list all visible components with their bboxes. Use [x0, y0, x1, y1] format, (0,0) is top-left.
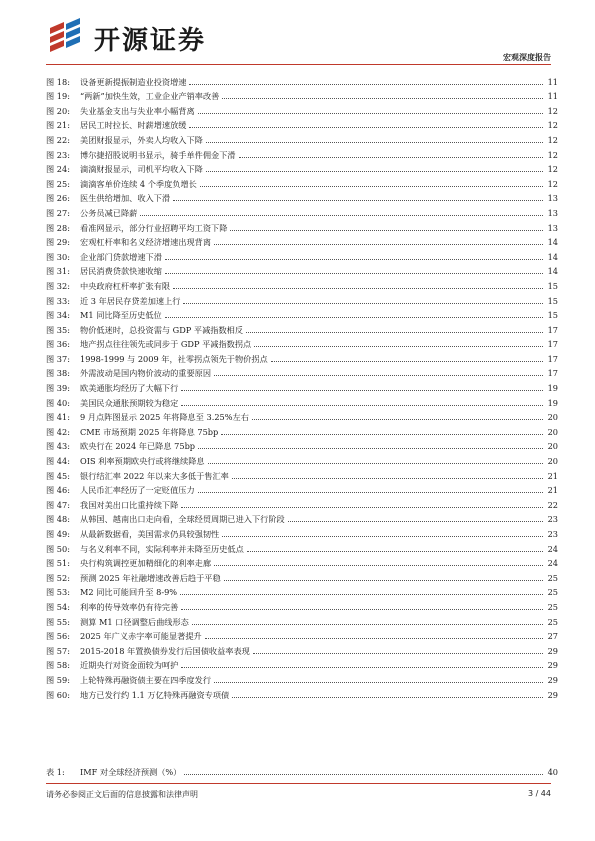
toc-entry[interactable]: [46, 101, 558, 116]
toc-entry[interactable]: [46, 87, 558, 102]
toc-leader-dots: [181, 667, 543, 668]
toc-entry-page: 12: [547, 105, 558, 116]
toc-entry[interactable]: [46, 762, 558, 777]
toc-entry-page: 11: [547, 91, 558, 102]
toc-entry-title: 失业基金支出与失业率小幅背离: [80, 105, 195, 116]
toc-entry-title: 利率的传导效率仍有待完善: [80, 601, 179, 612]
toc-entry-label: 图 44:: [46, 456, 70, 467]
toc-entry-label: 图 37:: [46, 353, 70, 364]
toc-entry-title: 看准网显示，部分行业招聘平均工资下降: [80, 222, 228, 233]
toc-leader-dots: [180, 594, 543, 595]
toc-leader-dots: [222, 98, 543, 99]
toc-leader-dots: [224, 580, 543, 581]
toc-entry-title: “两新”加快生效，工业企业产销率改善: [80, 91, 220, 102]
toc-entry-page: 29: [547, 645, 558, 656]
toc-entry-page: 11: [547, 76, 558, 87]
toc-leader-dots: [252, 419, 543, 420]
toc-entry-label: 图 39:: [46, 383, 70, 394]
toc-leader-dots: [214, 565, 543, 566]
toc-entry-label: 图 34:: [46, 310, 70, 321]
toc-entry-page: 23: [547, 529, 558, 539]
toc-entry-title: 从韩国、越南出口走向看，全球经贸周期已进入下行阶段: [80, 514, 285, 525]
toc-entry[interactable]: [46, 495, 558, 510]
toc-entry-label: 图 52:: [46, 572, 70, 583]
toc-entry[interactable]: [46, 510, 558, 525]
toc-entry-page: 21: [547, 470, 558, 481]
toc-entry-label: 图 19:: [46, 91, 70, 102]
toc-entry-title: 公务员减已降薪: [80, 207, 138, 218]
toc-entry-label: 图 35:: [46, 324, 70, 335]
toc-entry-page: 27: [547, 631, 558, 642]
page-number: 3 / 44: [527, 789, 551, 798]
toc-entry-label: 图 58:: [46, 660, 70, 671]
toc-entry-label: 图 20:: [46, 105, 70, 116]
toc-entry-title: 设备更新提振制造业投资增速: [80, 76, 187, 87]
toc-entry-title: 2025 年广义赤字率可能显著提升: [80, 631, 202, 642]
toc-entry-label: 图 21:: [46, 120, 70, 131]
toc-entry-page: 19: [547, 397, 558, 408]
toc-entry-page: 29: [547, 674, 558, 685]
toc-entry-title: CME 市场预期 2025 年将降息 75bp: [80, 426, 219, 437]
toc-entry[interactable]: [46, 641, 558, 656]
toc-leader-dots: [184, 774, 543, 775]
toc-entry-page: 14: [547, 237, 558, 248]
toc-entry[interactable]: [46, 160, 558, 175]
toc-entry-title: 欧央行在 2024 年已降息 75bp: [80, 441, 196, 452]
toc-entry-label: 图 40:: [46, 397, 70, 408]
toc-leader-dots: [206, 142, 543, 143]
toc-entry-label: 图 38:: [46, 368, 70, 379]
toc-entry-page: 12: [547, 120, 558, 131]
toc-entry-label: 图 48:: [46, 514, 70, 525]
toc-entry-page: 19: [547, 383, 558, 394]
toc-entry-title: 近期央行对资金面较为呵护: [80, 660, 179, 671]
toc-entry-page: 17: [547, 339, 558, 350]
toc-entry-title: 与名义利率不同，实际利率并未降至历史低点: [80, 543, 244, 554]
toc-entry-title: IMF 对全球经济预测（%）: [80, 766, 182, 777]
toc-entry-title: M1 同比降至历史低位: [80, 310, 162, 321]
toc-entry-page: 17: [547, 324, 558, 335]
toc-entry[interactable]: [46, 203, 558, 218]
toc-entry[interactable]: [46, 364, 558, 379]
toc-entry-page: 40: [547, 766, 558, 777]
toc-entry-title: 居民工时拉长、时薪增速放缓: [80, 120, 187, 131]
toc-entry-label: 图 49:: [46, 529, 70, 539]
toc-leader-dots: [189, 127, 543, 128]
toc-entry-page: 17: [547, 353, 558, 364]
toc-entry-title: 地产拐点往往领先或同步于 GDP 平减指数拐点: [80, 339, 252, 350]
toc-entry-page: 15: [547, 280, 558, 291]
toc-entry[interactable]: [46, 378, 558, 393]
toc-entry[interactable]: [46, 422, 558, 437]
toc-leader-dots: [206, 171, 543, 172]
toc-entry-page: 20: [547, 441, 558, 452]
toc-leader-dots: [192, 624, 543, 625]
toc-entry[interactable]: [46, 116, 558, 131]
toc-entry-title: 物价低迷时，总投资需与 GDP 平减指数相反: [80, 324, 244, 335]
toc-entry-title: 地方已发行约 1.1 万亿特殊再融资专项债: [80, 689, 230, 700]
toc-leader-dots: [222, 536, 543, 537]
toc-leader-dots: [198, 492, 543, 493]
toc-entry-title: 2015-2018 年置换债券发行后国债收益率表现: [80, 645, 250, 656]
toc-entry-page: 24: [547, 558, 558, 569]
toc-entry-page: 13: [547, 207, 558, 218]
toc-leader-dots: [181, 507, 543, 508]
toc-entry[interactable]: [46, 233, 558, 248]
toc-leader-dots: [214, 375, 543, 376]
toc-entry[interactable]: [46, 451, 558, 466]
toc-leader-dots: [247, 551, 543, 552]
toc-entry-title: 美国民众通胀预期较为稳定: [80, 397, 179, 408]
toc-entry-page: 14: [547, 266, 558, 277]
toc-entry-title: 美团财报显示，外卖人均收入下降: [80, 134, 203, 145]
toc-entry-title: 9 月点阵图显示 2025 年将降息至 3.25%左右: [80, 412, 249, 423]
toc-entry-label: 图 60:: [46, 689, 70, 700]
toc-entry[interactable]: [46, 539, 558, 554]
toc-entry-title: 近 3 年居民存贷差加速上行: [80, 295, 181, 306]
toc-entry[interactable]: [46, 554, 558, 569]
brand-logo: [46, 18, 206, 58]
toc-entry-page: 20: [547, 456, 558, 467]
toc-entry-label: 图 54:: [46, 601, 70, 612]
toc-entry-label: 图 43:: [46, 441, 70, 452]
toc-entry-label: 图 50:: [46, 543, 70, 554]
toc-leader-dots: [181, 390, 543, 391]
toc-entry-label: 图 57:: [46, 645, 70, 656]
toc-entry[interactable]: [46, 276, 558, 291]
toc-leader-dots: [165, 273, 543, 274]
toc-leader-dots: [173, 288, 543, 289]
toc-entry-title: OIS 利率预期欧央行或将继续降息: [80, 456, 205, 467]
toc-leader-dots: [271, 361, 543, 362]
toc-entry[interactable]: [46, 189, 558, 204]
toc-entry[interactable]: [46, 437, 558, 452]
toc-entry-title: 测算 M1 口径调整后曲线形态: [80, 616, 189, 627]
toc-entry-page: 25: [547, 601, 558, 612]
toc-entry-page: 25: [547, 587, 558, 598]
toc-entry[interactable]: [46, 130, 558, 145]
toc-entry-page: 15: [547, 295, 558, 306]
toc-entry[interactable]: [46, 408, 558, 423]
toc-entry-title: 银行结汇率 2022 年以来大多低于售汇率: [80, 470, 229, 481]
toc-entry-label: 图 24:: [46, 164, 70, 175]
toc-entry-label: 图 27:: [46, 207, 70, 218]
toc-entry-page: 29: [547, 660, 558, 671]
toc-entry[interactable]: [46, 597, 558, 612]
toc-leader-dots: [221, 434, 543, 435]
toc-leader-dots: [214, 682, 543, 683]
toc-entry-page: 14: [547, 251, 558, 262]
toc-entry-label: 图 59:: [46, 674, 70, 685]
toc-entry-label: 图 45:: [46, 470, 70, 481]
header-divider: [46, 64, 551, 65]
toc-entry-label: 表 1:: [46, 766, 65, 777]
toc-entry-label: 图 31:: [46, 266, 70, 277]
footer-disclaimer: 请务必参阅正文后面的信息披露和法律声明: [46, 790, 198, 799]
toc-entry[interactable]: [46, 656, 558, 671]
toc-leader-dots: [288, 521, 543, 522]
toc-entry-title: 我国对美出口比重持续下降: [80, 499, 179, 510]
toc-entry[interactable]: [46, 174, 558, 189]
toc-entry-page: 23: [547, 514, 558, 525]
toc-entry-title: 1998-1999 与 2009 年，社零拐点领先于物价拐点: [80, 353, 268, 364]
toc-entry[interactable]: [46, 218, 558, 233]
footer-divider: [46, 783, 551, 784]
toc-entry-label: 图 23:: [46, 149, 70, 160]
toc-entry[interactable]: [46, 335, 558, 350]
toc-entry[interactable]: [46, 627, 558, 642]
toc-entry-page: 12: [547, 164, 558, 175]
toc-entry-title: 上轮特殊再融资债主要在四季度发行: [80, 674, 212, 685]
toc-entry-label: 图 41:: [46, 412, 70, 423]
toc-leader-dots: [246, 332, 543, 333]
toc-leader-dots: [239, 157, 543, 158]
logo-mark-icon: [46, 18, 86, 58]
toc-entry[interactable]: [46, 320, 558, 335]
toc-entry-title: 人民币汇率经历了一定贬值压力: [80, 485, 195, 496]
toc-leader-dots: [189, 84, 543, 85]
toc-leader-dots: [140, 215, 543, 216]
toc-entry-page: 21: [547, 485, 558, 496]
toc-entry[interactable]: [46, 685, 558, 700]
toc-leader-dots: [200, 186, 543, 187]
toc-entry-label: 图 29:: [46, 237, 70, 248]
toc-entry-label: 图 55:: [46, 616, 70, 627]
toc-entry-title: 宏观杠杆率和名义经济增速出现背离: [80, 237, 212, 248]
toc-leader-dots: [214, 244, 543, 245]
toc-entry-title: 企业部门贷款增速下滑: [80, 251, 162, 262]
toc-entry-page: 13: [547, 222, 558, 233]
toc-leader-dots: [232, 478, 543, 479]
toc-entry-label: 图 47:: [46, 499, 70, 510]
toc-leader-dots: [254, 346, 543, 347]
toc-entry-page: 13: [547, 193, 558, 204]
figure-list: [46, 72, 558, 700]
toc-entry-page: 25: [547, 572, 558, 583]
toc-leader-dots: [232, 697, 543, 698]
toc-entry-page: 12: [547, 149, 558, 160]
toc-leader-dots: [173, 200, 543, 201]
toc-entry[interactable]: [46, 349, 558, 364]
toc-entry-label: 图 22:: [46, 134, 70, 145]
toc-entry[interactable]: [46, 524, 558, 539]
toc-entry-page: 20: [547, 412, 558, 423]
toc-leader-dots: [198, 113, 543, 114]
toc-entry[interactable]: [46, 481, 558, 496]
toc-entry-label: 图 36:: [46, 339, 70, 350]
toc-leader-dots: [181, 405, 543, 406]
toc-entry-page: 25: [547, 616, 558, 627]
toc-entry-title: M2 同比可能回升至 8-9%: [80, 587, 178, 598]
report-type: 宏观深度报告: [503, 53, 551, 62]
toc-entry-label: 图 25:: [46, 178, 70, 189]
toc-entry-label: 图 30:: [46, 251, 70, 262]
toc-entry-label: 图 18:: [46, 76, 70, 87]
toc-entry-page: 12: [547, 134, 558, 145]
toc-entry[interactable]: [46, 262, 558, 277]
toc-entry-page: 29: [547, 689, 558, 700]
toc-entry-title: 滴滴客单价连续 4 个季度负增长: [80, 178, 197, 189]
toc-leader-dots: [183, 303, 543, 304]
toc-entry-title: 外需波动是国内物价波动的重要原因: [80, 368, 212, 379]
toc-entry-title: 央行构筑调控更加精细化的利率走廊: [80, 558, 212, 569]
toc-entry-title: 医生供给增加、收入下滑: [80, 193, 171, 204]
toc-entry-title: 居民消费贷款快速收缩: [80, 266, 162, 277]
toc-entry-page: 15: [547, 310, 558, 321]
toc-entry-page: 17: [547, 368, 558, 379]
toc-entry-label: 图 28:: [46, 222, 70, 233]
toc-leader-dots: [205, 638, 543, 639]
toc-entry[interactable]: [46, 145, 558, 160]
toc-entry-page: 20: [547, 426, 558, 437]
toc-entry[interactable]: [46, 72, 558, 87]
toc-entry[interactable]: [46, 466, 558, 481]
toc-entry-title: 中央政府杠杆率扩张有限: [80, 280, 171, 291]
toc-entry-title: 博尔捷招股说明书显示，骑手单件佣金下滑: [80, 149, 236, 160]
toc-entry[interactable]: [46, 612, 558, 627]
toc-entry[interactable]: [46, 247, 558, 262]
toc-entry-label: 图 53:: [46, 587, 70, 598]
toc-entry-title: 从最新数据看，美国需求仍具较强韧性: [80, 529, 220, 539]
table-list: [46, 762, 558, 777]
toc-entry[interactable]: [46, 393, 558, 408]
toc-entry-label: 图 46:: [46, 485, 70, 496]
toc-entry-page: 22: [547, 499, 558, 510]
toc-entry-label: 图 33:: [46, 295, 70, 306]
toc-entry-label: 图 51:: [46, 558, 70, 569]
toc-leader-dots: [198, 448, 543, 449]
toc-leader-dots: [230, 230, 543, 231]
toc-leader-dots: [181, 609, 543, 610]
toc-leader-dots: [165, 259, 543, 260]
toc-entry-label: 图 32:: [46, 280, 70, 291]
logo-text: 开源证券: [94, 25, 207, 56]
toc-entry-title: 欧美通胀均经历了大幅下行: [80, 383, 179, 394]
toc-leader-dots: [208, 463, 543, 464]
toc-entry-label: 图 26:: [46, 193, 70, 204]
toc-entry-title: 滴滴财报显示，司机平均收入下降: [80, 164, 203, 175]
toc-entry-title: 预测 2025 年社融增速改善后趋于平稳: [80, 572, 221, 583]
toc-leader-dots: [253, 653, 543, 654]
toc-entry[interactable]: [46, 291, 558, 306]
toc-entry-page: 12: [547, 178, 558, 189]
toc-entry-page: 24: [547, 543, 558, 554]
toc-entry[interactable]: [46, 583, 558, 598]
toc-entry[interactable]: [46, 670, 558, 685]
toc-entry-label: 图 42:: [46, 426, 70, 437]
toc-entry[interactable]: [46, 568, 558, 583]
toc-entry[interactable]: [46, 306, 558, 321]
toc-entry-label: 图 56:: [46, 631, 70, 642]
toc-leader-dots: [165, 317, 543, 318]
